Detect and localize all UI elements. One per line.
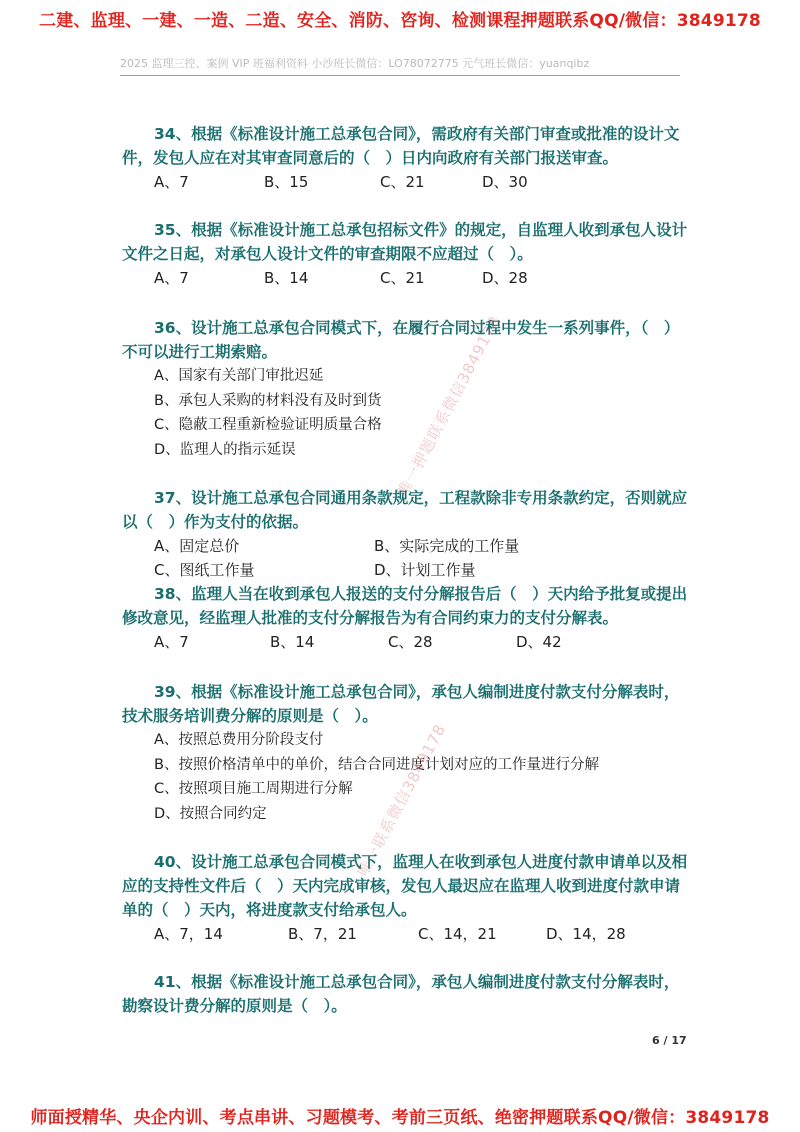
option-c: C、图纸工作量: [154, 561, 255, 579]
top-promo-banner: 二建、监理、一建、一造、二造、安全、消防、咨询、检测课程押题联系QQ/微信：3849178: [39, 11, 761, 31]
question-40: [122, 850, 688, 946]
bottom-promo-banner: 师面授精华、央企内训、考点串讲、习题模考、考前三页纸、绝密押题联系QQ/微信：3849178: [30, 1108, 770, 1128]
option-a: A、国家有关部门审批迟延: [154, 368, 324, 384]
question-text: 41、根据《标准设计施工总承包合同》，承包人编制进度付款支付分解表时，勘察设计费分解的原则是（ ）。: [122, 973, 680, 1015]
question-text: 39、根据《标准设计施工总承包合同》，承包人编制进度付款支付分解表时，技术服务培训费分解的原则是（ ）。: [122, 683, 680, 725]
option-a: A、7: [154, 633, 189, 651]
question-text: 37、设计施工总承包合同通用条款规定，工程款除非专用条款约定，否则就应以（ ）作为支付的依据。: [122, 489, 688, 531]
option-c: C、14，21: [418, 925, 497, 943]
question-text: 36、设计施工总承包合同模式下，在履行合同过程中发生一系列事件，（ ）不可以进行工期索赔。: [122, 319, 680, 361]
option-a: A、7: [154, 269, 189, 287]
question-text: 35、根据《标准设计施工总承包招标文件》的规定，自监理人收到承包人设计文件之日起，对承包人设计文件的审查期限不应超过（ ）。: [122, 221, 688, 263]
page-subheader: 2025 监理三控、案例 VIP 班福利资料 小沙班长微信：LO78072775 元气班长微信：yuanqibz: [120, 57, 590, 70]
option-d: D、监理人的指示延误: [154, 441, 296, 458]
question-41: [122, 970, 688, 1018]
option-c: C、21: [380, 173, 425, 191]
options-row: [122, 558, 688, 582]
question-text: 34、根据《标准设计施工总承包合同》，需政府有关部门审查或批准的设计文件，发包人应在对其审查同意后的（ ）日内向政府有关部门报送审查。: [122, 125, 680, 167]
question-34: [122, 122, 688, 194]
option-b: B、15: [264, 173, 309, 191]
option-b: B、14: [270, 633, 315, 651]
options-row: [122, 534, 688, 558]
options-row: [122, 170, 688, 194]
option-d: D、计划工作量: [374, 561, 476, 579]
option-d: D、按照合同约定: [154, 805, 267, 822]
option-d: D、28: [482, 269, 528, 287]
header-divider: [120, 75, 680, 76]
question-38: [122, 582, 688, 654]
watermark: 唯一押题联系微信3849178: [393, 312, 505, 500]
option-c: C、按照项目施工周期进行分解: [154, 781, 353, 797]
option-c: C、28: [388, 633, 433, 651]
question-35: [122, 218, 688, 290]
question-text: 40、设计施工总承包合同模式下，监理人在收到承包人进度付款申请单以及相应的支持性文件后（ ）天内完成审核，发包人最迟应在监理人收到进度付款申请单的（ ）天内，将进度款支付给承包人。: [122, 853, 688, 919]
option-b: B、按照价格清单中的单价，结合合同进度计划对应的工作量进行分解: [154, 756, 599, 773]
option-c: C、21: [380, 269, 425, 287]
option-b: B、承包人采购的材料没有及时到货: [154, 392, 382, 409]
option-b: B、实际完成的工作量: [374, 537, 520, 555]
option-c: C、隐蔽工程重新检验证明质量合格: [154, 417, 382, 433]
options-row: [122, 630, 688, 654]
options-row: [122, 266, 688, 290]
page-number: 6 / 17: [652, 1034, 687, 1047]
option-a: A、7，14: [154, 925, 223, 943]
options-row: [122, 922, 688, 946]
option-d: D、14，28: [546, 925, 626, 943]
option-a: A、固定总价: [154, 537, 240, 555]
question-37: [122, 486, 688, 582]
option-d: D、30: [482, 173, 528, 191]
option-d: D、42: [516, 633, 562, 651]
option-b: B、7，21: [288, 925, 357, 943]
option-a: A、按照总费用分阶段支付: [154, 732, 324, 748]
question-36: [122, 316, 688, 462]
watermark: 唯一联系微信3849178: [353, 721, 450, 880]
option-a: A、7: [154, 173, 189, 191]
question-text: 38、监理人当在收到承包人报送的支付分解报告后（ ）天内给予批复或提出修改意见，经监理人批准的支付分解报告为有合同约束力的支付分解表。: [122, 585, 688, 627]
option-b: B、14: [264, 269, 309, 287]
